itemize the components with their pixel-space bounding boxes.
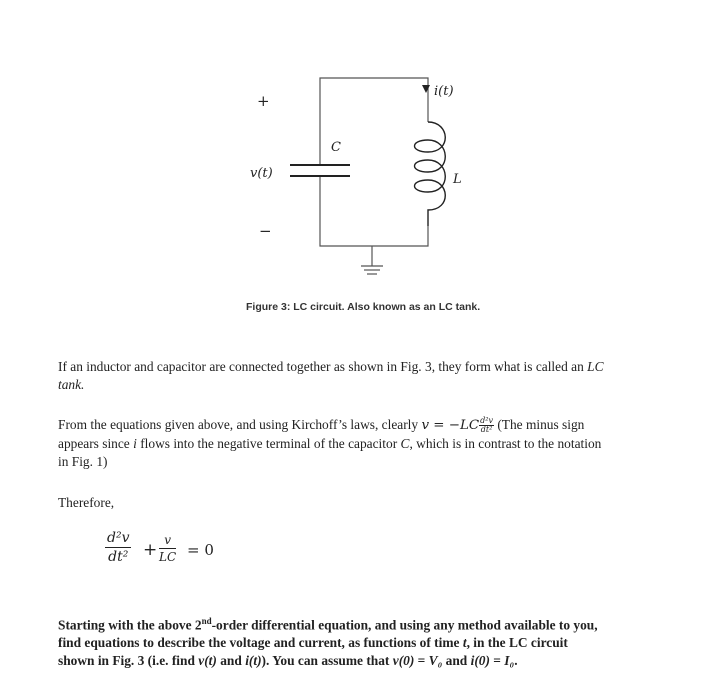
kirchoff-frac-den: dt²	[480, 425, 493, 435]
lc-circuit-diagram	[0, 0, 728, 300]
bottom-wire	[320, 176, 428, 246]
task-line3-eq2: =	[493, 653, 501, 669]
eq-den-2: LC	[159, 550, 177, 564]
eq-num-1: d²v	[107, 530, 130, 546]
figure-caption: Figure 3: LC circuit. Also known as an LC tank.	[246, 301, 481, 313]
eq-num-2: v	[159, 533, 176, 549]
kirchoff-eq-lhs: v = −LC	[421, 418, 480, 433]
kirchoff-eq-fraction	[479, 417, 494, 434]
eq-fraction-2	[159, 533, 176, 564]
kirchoff-cap: C	[400, 436, 410, 451]
task-paragraph	[58, 612, 662, 670]
task-line2-a: find equations to describe the voltage and current, as functions of time	[58, 635, 460, 651]
task-line3-I0: I₀	[504, 653, 515, 669]
intro-paragraph	[58, 358, 662, 394]
kirchoff-text-d: flows into the negative terminal of the capacitor	[140, 436, 398, 451]
eq-fraction-1	[105, 530, 131, 565]
current-label: i(t)	[434, 84, 454, 99]
intro-text: If an inductor and capacitor are connected together as shown in Fig. 3, they form what is called an	[58, 359, 584, 374]
task-line3-v0: v(0)	[392, 653, 415, 669]
task-line3-i0: i(0)	[470, 653, 490, 669]
task-line3-end: .	[514, 653, 518, 669]
kirchoff-paragraph	[58, 416, 662, 471]
task-line3-v: v(t)	[198, 653, 217, 669]
task-line2-t: t	[462, 635, 467, 651]
task-line3-a: shown in Fig. 3 (i.e. find	[58, 653, 195, 669]
differential-equation	[105, 530, 245, 574]
task-line3-and: and	[220, 653, 242, 669]
kirchoff-text-f: in Fig. 1)	[58, 454, 108, 469]
task-line1-a: Starting with the above 2	[58, 617, 202, 633]
therefore-text: Therefore,	[58, 495, 115, 510]
plus-sign: +	[257, 92, 270, 110]
inductor-label: L	[453, 172, 462, 187]
task-line2-b: , in the LC circuit	[466, 635, 568, 651]
kirchoff-i: i	[133, 436, 137, 451]
kirchoff-text-c: appears since	[58, 436, 130, 451]
kirchoff-text-e: , which is in contrast to the notation	[409, 436, 602, 451]
eq-rhs: = 0	[187, 541, 214, 559]
kirchoff-frac-num: d²v	[480, 416, 493, 426]
task-line3-V0: V₀	[428, 653, 443, 669]
current-arrow-icon	[422, 85, 430, 93]
task-line3-eq1: =	[417, 653, 426, 669]
task-line3-and2: and	[445, 653, 468, 669]
task-line3-i: i(t)	[245, 653, 262, 669]
voltage-label: v(t)	[250, 166, 273, 181]
inductor-coil	[415, 122, 446, 226]
minus-sign: −	[259, 222, 272, 240]
capacitor-label: C	[331, 140, 341, 155]
kirchoff-note-open: (The minus sign	[497, 417, 585, 432]
kirchoff-text: From the equations given above, and using Kirchoff’s laws, clearly	[58, 417, 419, 432]
task-line1-sup: nd	[201, 616, 212, 626]
intro-lc: LC	[587, 359, 604, 374]
intro-tank: tank.	[58, 377, 85, 392]
task-line1-b: -order differential equation, and using any method available to you,	[211, 617, 598, 633]
task-line3-b: ). You can assume that	[261, 653, 390, 669]
eq-plus: +	[143, 540, 158, 560]
eq-den-1: dt²	[108, 549, 129, 565]
